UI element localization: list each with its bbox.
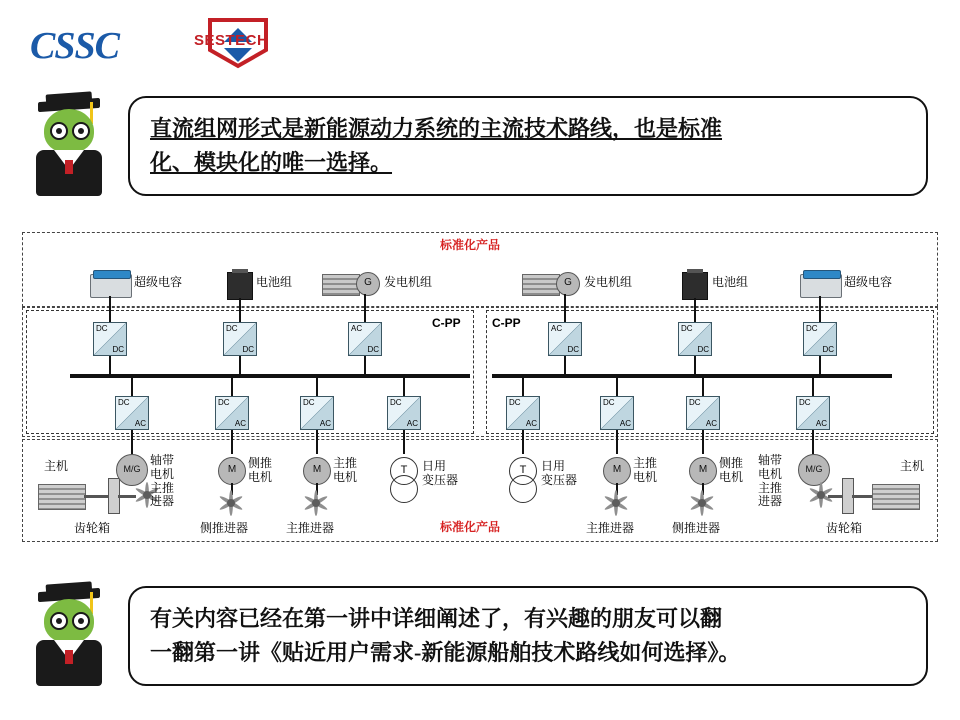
converter-lower-5-top: DC bbox=[603, 398, 615, 407]
source-label-0: 超级电容 bbox=[134, 275, 183, 289]
converter-upper-3-bottom: DC bbox=[567, 345, 579, 354]
mascot-eye-right bbox=[72, 122, 90, 140]
supercapacitor-icon bbox=[90, 274, 132, 298]
converter-lower-3 bbox=[387, 396, 421, 430]
converter-upper-3 bbox=[548, 322, 582, 356]
wire-bus-lconv-2 bbox=[316, 376, 318, 396]
bottom-callout-line2: 一翻第一讲《贴近用户需求-新能源船舶技术路线如何选择》。 bbox=[150, 640, 741, 666]
converter-lower-1-top: DC bbox=[218, 398, 230, 407]
converter-lower-2 bbox=[300, 396, 334, 430]
gearbox-label-right: 齿轮箱 bbox=[826, 521, 863, 535]
top-callout-line2: 化、模块化的唯一选择。 bbox=[150, 150, 393, 176]
propeller-hub bbox=[227, 499, 235, 507]
propeller-icon-right-side bbox=[689, 490, 715, 516]
daily-transformer-label-left: 日用 变压器 bbox=[422, 459, 459, 487]
wire-conv-bus-2 bbox=[364, 356, 366, 376]
converter-lower-6 bbox=[686, 396, 720, 430]
wire-lconv-load-5 bbox=[616, 430, 618, 454]
dc-bus-left bbox=[70, 374, 470, 378]
wire-conv-bus-3 bbox=[564, 356, 566, 376]
main-engine-label-left: 主机 bbox=[44, 459, 69, 473]
mascot-bottom bbox=[28, 588, 118, 688]
wire-bus-lconv-1 bbox=[231, 376, 233, 396]
side-thruster-caption-right: 侧推进器 bbox=[672, 521, 721, 535]
converter-upper-2 bbox=[348, 322, 382, 356]
propeller-hub bbox=[312, 499, 320, 507]
main-engine-icon-right bbox=[872, 484, 920, 510]
source-label-4: 电池组 bbox=[712, 275, 749, 289]
sestech-logo-text: SESTECH bbox=[194, 32, 269, 49]
converter-lower-4-bottom: AC bbox=[525, 419, 537, 428]
supercapacitor-icon-right bbox=[800, 274, 842, 298]
wire-src-0 bbox=[109, 296, 111, 322]
mascot-eye-left bbox=[50, 612, 68, 630]
shaft-right bbox=[852, 495, 874, 498]
daily-transformer-right-coil2 bbox=[509, 475, 537, 503]
converter-lower-4-top: DC bbox=[509, 398, 521, 407]
side-thruster-motor-left: M bbox=[218, 457, 246, 485]
dc-bus-right bbox=[492, 374, 892, 378]
converter-upper-4-top: DC bbox=[681, 324, 693, 333]
mascot-top bbox=[28, 98, 118, 198]
battery-pack-icon bbox=[227, 272, 253, 300]
mascot-tie bbox=[65, 650, 73, 664]
wire-bus-lconv-3 bbox=[403, 376, 405, 396]
wire-lconv-load-1 bbox=[231, 430, 233, 454]
converter-upper-1 bbox=[223, 322, 257, 356]
main-thruster-caption-right: 主推进器 bbox=[586, 521, 635, 535]
cpp-label-right: C-PP bbox=[492, 316, 521, 330]
converter-lower-1-bottom: AC bbox=[234, 419, 246, 428]
converter-lower-2-top: DC bbox=[303, 398, 315, 407]
gearbox-label-left: 齿轮箱 bbox=[74, 521, 111, 535]
wire-lconv-load-7 bbox=[812, 430, 814, 454]
battery-pack-icon-right bbox=[682, 272, 708, 300]
engine-icon bbox=[522, 274, 560, 296]
converter-lower-5-bottom: AC bbox=[619, 419, 631, 428]
daily-transformer-right: T bbox=[509, 457, 537, 485]
converter-upper-4-bottom: DC bbox=[697, 345, 709, 354]
bottom-callout-bubble bbox=[128, 586, 928, 686]
generator-marker: G bbox=[556, 272, 580, 296]
source-label-3: 发电机组 bbox=[584, 275, 633, 289]
converter-upper-1-bottom: DC bbox=[242, 345, 254, 354]
wire-bus-lconv-7 bbox=[812, 376, 814, 396]
wire-bus-lconv-0 bbox=[131, 376, 133, 396]
wire-src-4 bbox=[694, 298, 696, 322]
wire-src-3 bbox=[564, 294, 566, 322]
daily-transformer-left: T bbox=[390, 457, 418, 485]
shaft-motor-label-left: 轴带 电机 主推 进器 bbox=[150, 453, 175, 509]
wire-conv-bus-1 bbox=[239, 356, 241, 376]
engine-icon bbox=[322, 274, 360, 296]
side-thruster-caption-left: 侧推进器 bbox=[200, 521, 249, 535]
main-engine-label-right: 主机 bbox=[900, 459, 925, 473]
red-label-top: 标准化产品 bbox=[440, 238, 501, 252]
converter-lower-7-bottom: AC bbox=[815, 419, 827, 428]
converter-lower-3-top: DC bbox=[390, 398, 402, 407]
propeller-icon-left-main bbox=[303, 490, 329, 516]
daily-transformer-label-right: 日用 变压器 bbox=[541, 459, 578, 487]
converter-upper-5-top: DC bbox=[806, 324, 818, 333]
mascot-tie bbox=[65, 160, 73, 174]
main-engine-icon-left bbox=[38, 484, 86, 510]
converter-lower-5 bbox=[600, 396, 634, 430]
shaft-generator-motor-left: M/G bbox=[116, 454, 148, 486]
wire-lconv-load-6 bbox=[702, 430, 704, 454]
generator-set-icon-right bbox=[522, 272, 574, 296]
wire-conv-bus-5 bbox=[819, 356, 821, 376]
wire-lconv-load-2 bbox=[316, 430, 318, 454]
main-thruster-motor-right: M bbox=[603, 457, 631, 485]
converter-upper-0 bbox=[93, 322, 127, 356]
converter-upper-1-top: DC bbox=[226, 324, 238, 333]
wire-lconv-load-0 bbox=[131, 430, 133, 454]
converter-upper-5 bbox=[803, 322, 837, 356]
daily-transformer-left-coil2 bbox=[390, 475, 418, 503]
converter-upper-5-bottom: DC bbox=[822, 345, 834, 354]
side-thruster-motor-right: M bbox=[689, 457, 717, 485]
converter-lower-6-bottom: AC bbox=[705, 419, 717, 428]
wire-lconv-load-4 bbox=[522, 430, 524, 454]
main-thruster-motor-left: M bbox=[303, 457, 331, 485]
logo-row bbox=[30, 14, 330, 74]
converter-upper-2-top: AC bbox=[351, 324, 363, 333]
side-thruster-motor-label-left: 侧推 电机 bbox=[248, 456, 273, 484]
propeller-hub bbox=[817, 491, 825, 499]
red-label-bottom: 标准化产品 bbox=[440, 520, 501, 534]
converter-lower-0-top: DC bbox=[118, 398, 130, 407]
converter-lower-0 bbox=[115, 396, 149, 430]
wire-bus-lconv-5 bbox=[616, 376, 618, 396]
shaft-generator-motor-right: M/G bbox=[798, 454, 830, 486]
wire-conv-bus-0 bbox=[109, 356, 111, 376]
wire-src-1 bbox=[239, 298, 241, 322]
converter-lower-6-top: DC bbox=[689, 398, 701, 407]
converter-lower-7-top: DC bbox=[799, 398, 811, 407]
main-thruster-motor-label-right: 主推 电机 bbox=[633, 456, 658, 484]
cpp-label-left: C-PP bbox=[432, 316, 461, 330]
top-callout-bubble bbox=[128, 96, 928, 196]
converter-lower-7 bbox=[796, 396, 830, 430]
main-thruster-caption-left: 主推进器 bbox=[286, 521, 335, 535]
source-label-5: 超级电容 bbox=[844, 275, 893, 289]
generator-marker: G bbox=[356, 272, 380, 296]
main-thruster-motor-label-left: 主推 电机 bbox=[333, 456, 358, 484]
mascot-eye-left bbox=[50, 122, 68, 140]
propeller-hub bbox=[698, 499, 706, 507]
source-label-2: 发电机组 bbox=[384, 275, 433, 289]
shaft-left bbox=[84, 495, 110, 498]
top-callout-line1: 直流组网形式是新能源动力系统的主流技术路线，也是标准 bbox=[150, 116, 723, 141]
converter-upper-3-top: AC bbox=[551, 324, 563, 333]
side-thruster-motor-label-right: 侧推 电机 bbox=[719, 456, 744, 484]
sestech-logo bbox=[180, 16, 290, 74]
converter-lower-2-bottom: AC bbox=[319, 419, 331, 428]
propeller-hub bbox=[612, 499, 620, 507]
converter-lower-4 bbox=[506, 396, 540, 430]
converter-lower-1 bbox=[215, 396, 249, 430]
cssc-logo: CSSC bbox=[30, 25, 119, 67]
generator-set-icon-left bbox=[322, 272, 374, 296]
propeller-icon-left-side bbox=[218, 490, 244, 516]
converter-upper-0-bottom: DC bbox=[112, 345, 124, 354]
source-label-1: 电池组 bbox=[256, 275, 293, 289]
bottom-callout-line1: 有关内容已经在第一讲中详细阐述了，有兴趣的朋友可以翻 bbox=[150, 606, 723, 631]
wire-src-5 bbox=[819, 296, 821, 322]
wire-conv-bus-4 bbox=[694, 356, 696, 376]
converter-upper-4 bbox=[678, 322, 712, 356]
wire-bus-lconv-6 bbox=[702, 376, 704, 396]
wire-lconv-load-3 bbox=[403, 430, 405, 454]
converter-upper-0-top: DC bbox=[96, 324, 108, 333]
converter-upper-2-bottom: DC bbox=[367, 345, 379, 354]
shaft-motor-label-right: 轴带 电机 主推 进器 bbox=[758, 453, 783, 509]
dc-grid-diagram bbox=[22, 232, 938, 542]
wire-src-2 bbox=[364, 294, 366, 322]
converter-lower-0-bottom: AC bbox=[134, 419, 146, 428]
wire-bus-lconv-4 bbox=[522, 376, 524, 396]
converter-lower-3-bottom: AC bbox=[406, 419, 418, 428]
mascot-eye-right bbox=[72, 612, 90, 630]
propeller-icon-right-main bbox=[603, 490, 629, 516]
